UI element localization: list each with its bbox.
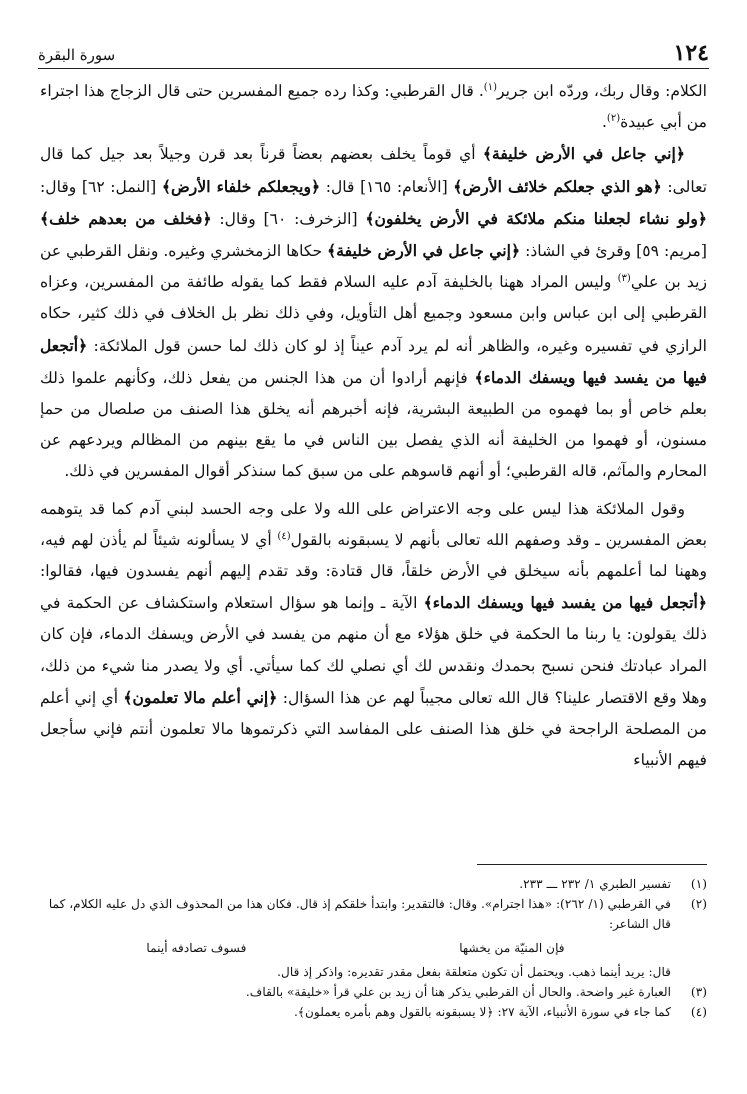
footnote-divider (477, 864, 707, 865)
paragraph-3 (40, 494, 707, 777)
footnote-number: (١) (690, 877, 707, 891)
text-run: [مريم: ٥٩] وقرئ في الشاذ: (520, 242, 707, 261)
text-run: وقول الملائكة هذا ليس على وجه الاعتراض على الله ولا على وجه الحسد لبني آدم كما قد يتوهمه بعض المفسرين ـ وقد وصفهم الله تعالى بأنهم لا يسبقونه بالقول (40, 499, 707, 549)
quran-quote: ﴿ويجعلكم خلفاء الأرض﴾ (161, 176, 321, 196)
text-run: [الزخرف: ٦٠] وقال: (211, 209, 366, 228)
footnote-ref-1: (١) (483, 81, 497, 93)
text-run: الكلام: وقال ربك، وردّه ابن جرير (496, 82, 707, 100)
paragraph-1 (40, 76, 707, 138)
text-run: أي قوماً يخلف بعضهم بعضاً قرناً بعد قرن وجيلاً بعد جيل كما قال تعالى: (40, 145, 707, 196)
footnote-ref-2: (٢) (606, 113, 621, 125)
quran-quote: ﴿أتجعل فيها من يفسد فيها ويسفك الدماء﴾ (40, 335, 707, 387)
footnotes (40, 874, 707, 1022)
text-run: الآية ـ وإنما هو سؤال استعلام واستكشاف عن الحكمة في ذلك يقولون: يا ربنا ما الحكمة في خلق هؤلاء مع أن منهم من يفسد في الأرض ويسفك الدماء، فإن كان المراد عبادتك فنحن نسبح بحمدك ونقدس لك أي نصلي لك كما سيأتي. أي ولا يصدر منا شيء من ذلك، وهلا وقع الاقتصار علينا؟ قال الله تعالى مجيباً لهم عن هذا السؤال: (40, 594, 707, 707)
poetry-verse (40, 938, 671, 958)
surah-title: سورة البقرة (38, 46, 116, 64)
text-run: أي لا يسألونه شيئاً لم يأذن لهم فيه، وههنا لما أعلمهم بأنه سيخلق في الأرض خلقاً، قال قتادة: وقد تقدم إليهم أنهم يفسدون فيها، فقالوا: (40, 530, 707, 581)
text-run: أي إني أعلم من المصلحة الراجحة في خلق هذا الصنف على المفاسد التي ذكرتموها مالا تعلمون أنتم فإني سأجعل فيهم الأنبياء (40, 688, 707, 770)
footnote-text: قال: يريد أينما ذهب. ويحتمل أن تكون متعلقة بفعل مقدر تقديره: واذكر إذ قال. (277, 965, 671, 979)
footnote-text: في القرطبي (١/ ٢٦٢): «هذا اجترام». وقال: فالتقدير: وابتدأ خلقكم إذ قال. فكان هذا من المحذوف الذي دل عليه الكلام، كما قال الشاعر: (48, 897, 671, 931)
main-text (40, 76, 707, 776)
quran-quote: ﴿فخلف من بعدهم خلف﴾ (40, 208, 212, 228)
footnote (40, 1002, 707, 1022)
running-header (38, 34, 709, 69)
text-run: [النمل: ٦٢] وقال: (40, 177, 162, 196)
text-run: [الأنعام: ١٦٥] قال: (320, 177, 454, 196)
quran-quote: ﴿أتجعل فيها من يفسد فيها ويسفك الدماء﴾ (423, 593, 707, 613)
footnote (40, 874, 707, 894)
footnote-ref-3: (٣) (617, 273, 631, 285)
quran-quote: ﴿إني جاعل في الأرض خليفة﴾ (482, 144, 685, 164)
paragraph-2 (40, 138, 707, 487)
verse-hemistich: فسوف تصادفه أينما (146, 941, 247, 955)
footnote-ref-4: (٤) (277, 530, 291, 542)
footnote-body (40, 894, 671, 982)
text-run: . (601, 113, 607, 132)
text-run: حكاها الزمخشري وغيره. ونقل القرطبي عن زيد بن علي (40, 242, 707, 292)
text-run: . قال القرطبي: وكذا رده جميع المفسرين حتى قال الزجاج هذا اجتراء من أبي عبيدة (40, 82, 707, 132)
text-run: وليس المراد ههنا بالخليفة آدم عليه السلام فقط كما يقوله طائفة من المفسرين، وعزاه القرطبي إلى ابن عباس وابن مسعود وجميع أهل التأويل، وفي ذلك نظر بل الخلاف في ذلك كثير، حكاه الرازي في تفسيره وغيره، والظاهر أنه لم يرد آدم عيناً إذ لو كان ذلك لما حسن قول الملائكة: (40, 273, 707, 355)
footnote-text: كما جاء في سورة الأنبياء، الآية ٢٧: ﴿لا يسبقونه بالقول وهم بأمره يعملون﴾. (293, 1005, 671, 1019)
footnote (40, 894, 707, 982)
text-run: فإنهم أرادوا أن من هذا الجنس من يفعل ذلك، وكأنهم علموا ذلك بعلم خاص أو بما فهموه من الطبيعة البشرية، فإنه أخبرهم أنه يخلق هذا الصنف من صلصال من حمإ مسنون، أو فهموا من الخليفة أنه الذي يفصل بين الناس في ما يقع بينهم من المظالم ويردعهم عن المحارم والمآثم، قاله القرطبي؛ أو أنهم قاسوهم على من سبق كما سنذكر أقوال المفسرين في ذلك. (40, 368, 707, 481)
footnote-text: تفسير الطبري ١/ ٢٣٢ ـــ ٢٣٣. (519, 877, 671, 891)
footnote-number: (٢) (690, 897, 707, 911)
quran-quote: ﴿إني جاعل في الأرض خليفة﴾ (327, 241, 521, 261)
footnote-number: (٤) (690, 1005, 707, 1019)
quran-quote: ﴿ولو نشاء لجعلنا منكم ملائكة في الأرض يخلفون﴾ (365, 208, 708, 228)
footnote-number: (٣) (690, 985, 707, 999)
footnote-text: العبارة غير واضحة. والحال أن القرطبي يذكر هنا أن زيد بن علي قرأ «خليقة» بالقاف. (245, 985, 671, 999)
quran-quote: ﴿إني أعلم مالا تعلمون﴾ (123, 687, 278, 707)
footnote (40, 982, 707, 1002)
quran-quote: ﴿هو الذي جعلكم خلائف الأرض﴾ (453, 176, 662, 196)
verse-hemistich: فإن المنيّة من يخشها (459, 941, 565, 955)
page-number: ١٢٤ (673, 40, 709, 66)
